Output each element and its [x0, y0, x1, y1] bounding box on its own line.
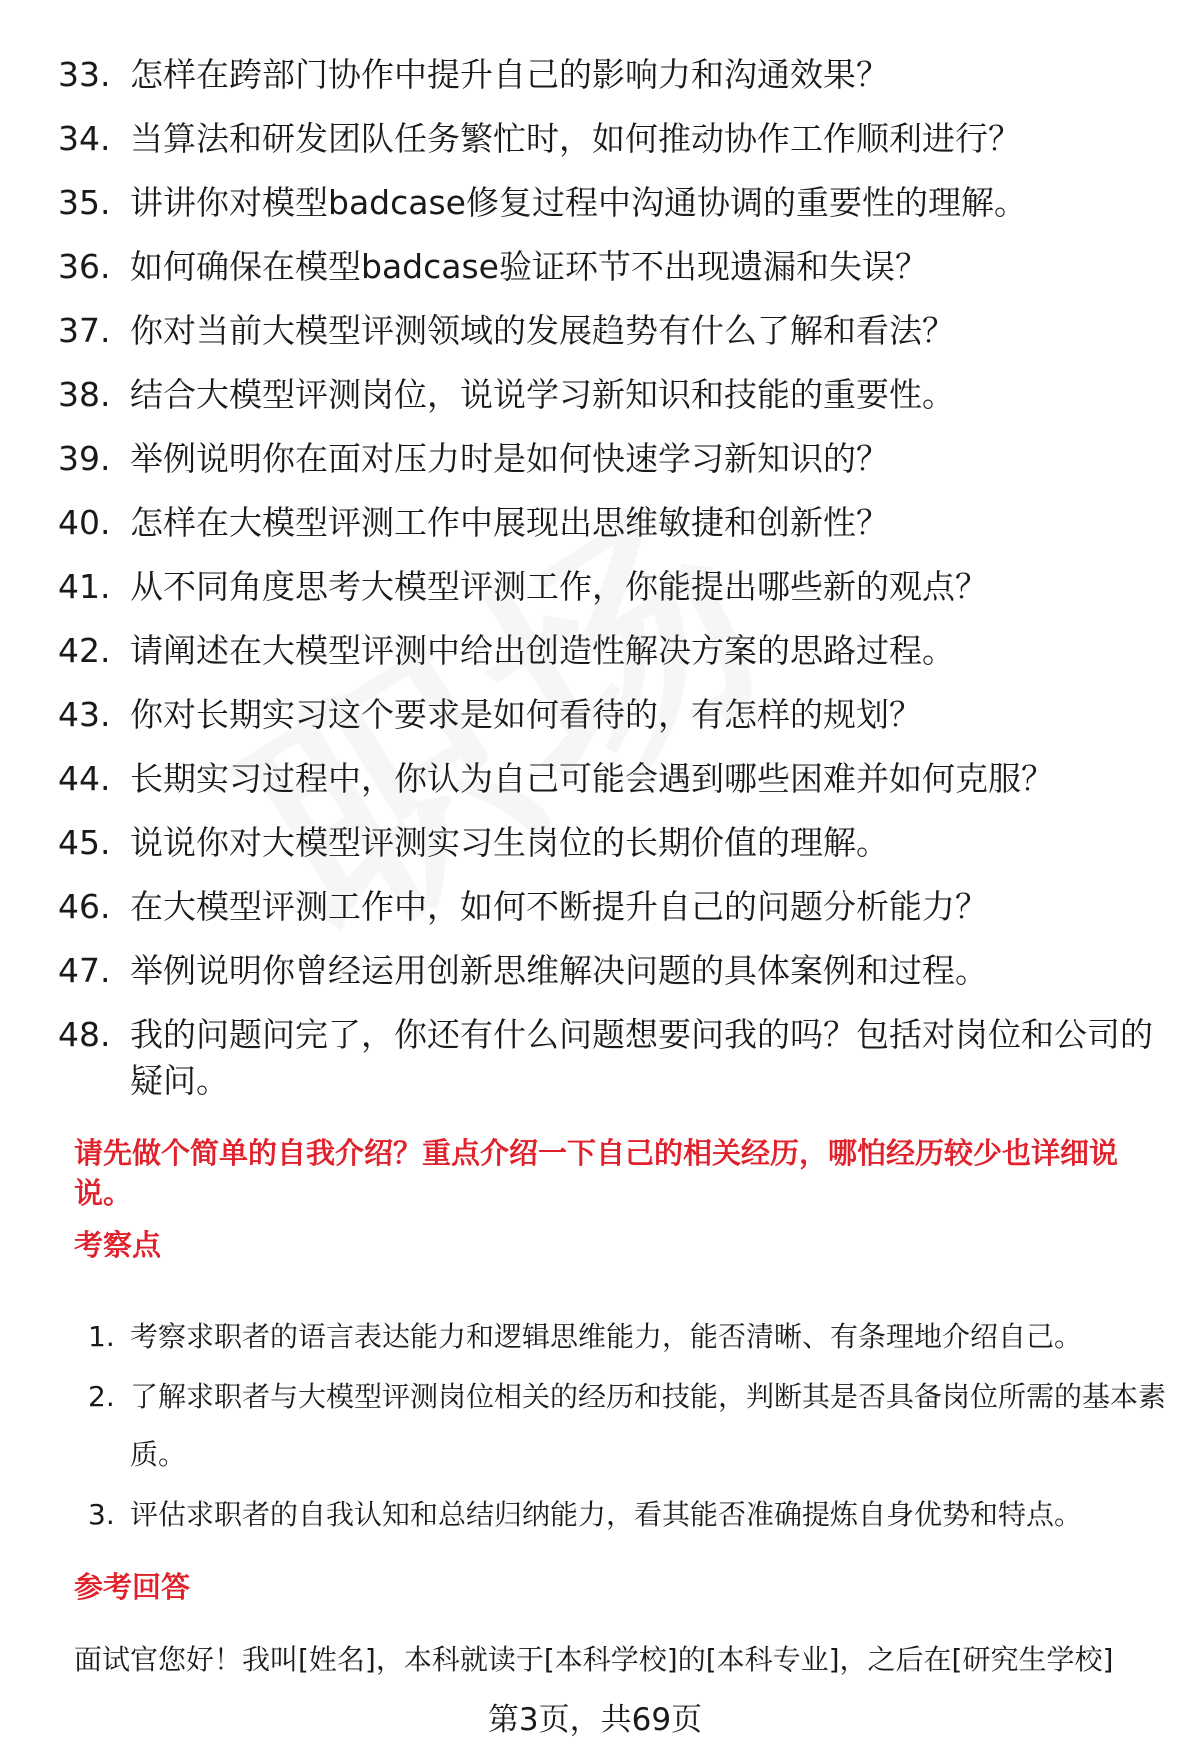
list-item	[88, 1368, 1168, 1484]
item-text: 讲讲你对模型badcase修复过程中沟通协调的重要性的理解。	[130, 183, 1027, 222]
reference-answer-heading: 参考回答	[74, 1570, 191, 1604]
item-number: 41.	[58, 567, 111, 606]
list-item	[58, 1012, 1168, 1104]
item-number: 40.	[58, 503, 111, 542]
list-item	[58, 628, 1168, 674]
list-item	[58, 948, 1168, 994]
item-text: 请阐述在大模型评测中给出创造性解决方案的思路过程。	[130, 631, 955, 670]
reference-answer-text: 面试官您好！我叫[姓名]，本科就读于[本科学校]的[本科专业]，之后在[研究生学校]	[74, 1643, 1114, 1676]
assessment-heading: 考察点	[74, 1228, 162, 1262]
item-number: 35.	[58, 183, 111, 222]
item-number: 43.	[58, 695, 111, 734]
page-number: 第3页，共69页	[487, 1702, 703, 1738]
list-item	[58, 564, 1168, 610]
list-item	[58, 52, 1168, 98]
item-number: 33.	[58, 55, 111, 94]
item-text: 了解求职者与大模型评测岗位相关的经历和技能，判断其是否具备岗位所需的基本素质。	[130, 1380, 1167, 1471]
item-text: 怎样在大模型评测工作中展现出思维敏捷和创新性？	[130, 503, 889, 542]
item-number: 38.	[58, 375, 111, 414]
list-item	[58, 500, 1168, 546]
list-item	[58, 436, 1168, 482]
list-item	[58, 756, 1168, 802]
interview-question-heading: 请先做个简单的自我介绍？重点介绍一下自己的相关经历，哪怕经历较少也详细说说。	[74, 1136, 1119, 1210]
item-text: 怎样在跨部门协作中提升自己的影响力和沟通效果？	[130, 55, 889, 94]
item-text: 你对当前大模型评测领域的发展趋势有什么了解和看法？	[130, 311, 955, 350]
item-number: 42.	[58, 631, 111, 670]
list-item	[58, 308, 1168, 354]
item-text: 举例说明你在面对压力时是如何快速学习新知识的？	[130, 439, 889, 478]
item-number: 46.	[58, 887, 111, 926]
list-item	[88, 1308, 1168, 1366]
item-text: 评估求职者的自我认知和总结归纳能力，看其能否准确提炼自身优势和特点。	[130, 1498, 1083, 1531]
item-text: 如何确保在模型badcase验证环节不出现遗漏和失误？	[130, 247, 928, 286]
list-item	[58, 820, 1168, 866]
list-item	[58, 372, 1168, 418]
item-text: 从不同角度思考大模型评测工作，你能提出哪些新的观点？	[130, 567, 988, 606]
item-number: 47.	[58, 951, 111, 990]
item-text: 我的问题问完了，你还有什么问题想要问我的吗？包括对岗位和公司的疑问。	[130, 1015, 1153, 1100]
item-number: 39.	[58, 439, 111, 478]
item-text: 考察求职者的语言表达能力和逻辑思维能力，能否清晰、有条理地介绍自己。	[130, 1320, 1083, 1353]
item-text: 在大模型评测工作中，如何不断提升自己的问题分析能力？	[130, 887, 988, 926]
list-item	[58, 884, 1168, 930]
item-text: 说说你对大模型评测实习生岗位的长期价值的理解。	[130, 823, 889, 862]
item-text: 结合大模型评测岗位，说说学习新知识和技能的重要性。	[130, 375, 955, 414]
list-item	[88, 1486, 1168, 1544]
assessment-list	[88, 1308, 1168, 1546]
list-item	[58, 244, 1168, 290]
list-item	[58, 692, 1168, 738]
item-number: 45.	[58, 823, 111, 862]
question-list	[58, 52, 1168, 1122]
item-text: 举例说明你曾经运用创新思维解决问题的具体案例和过程。	[130, 951, 988, 990]
item-text: 长期实习过程中，你认为自己可能会遇到哪些困难并如何克服？	[130, 759, 1054, 798]
item-text: 当算法和研发团队任务繁忙时，如何推动协作工作顺利进行？	[130, 119, 1021, 158]
item-text: 你对长期实习这个要求是如何看待的，有怎样的规划？	[130, 695, 922, 734]
item-number: 44.	[58, 759, 111, 798]
item-number: 3.	[88, 1498, 115, 1531]
item-number: 2.	[88, 1380, 115, 1413]
list-item	[58, 116, 1168, 162]
list-item	[58, 180, 1168, 226]
item-number: 34.	[58, 119, 111, 158]
item-number: 1.	[88, 1320, 115, 1353]
item-number: 37.	[58, 311, 111, 350]
item-number: 48.	[58, 1015, 111, 1054]
item-number: 36.	[58, 247, 111, 286]
